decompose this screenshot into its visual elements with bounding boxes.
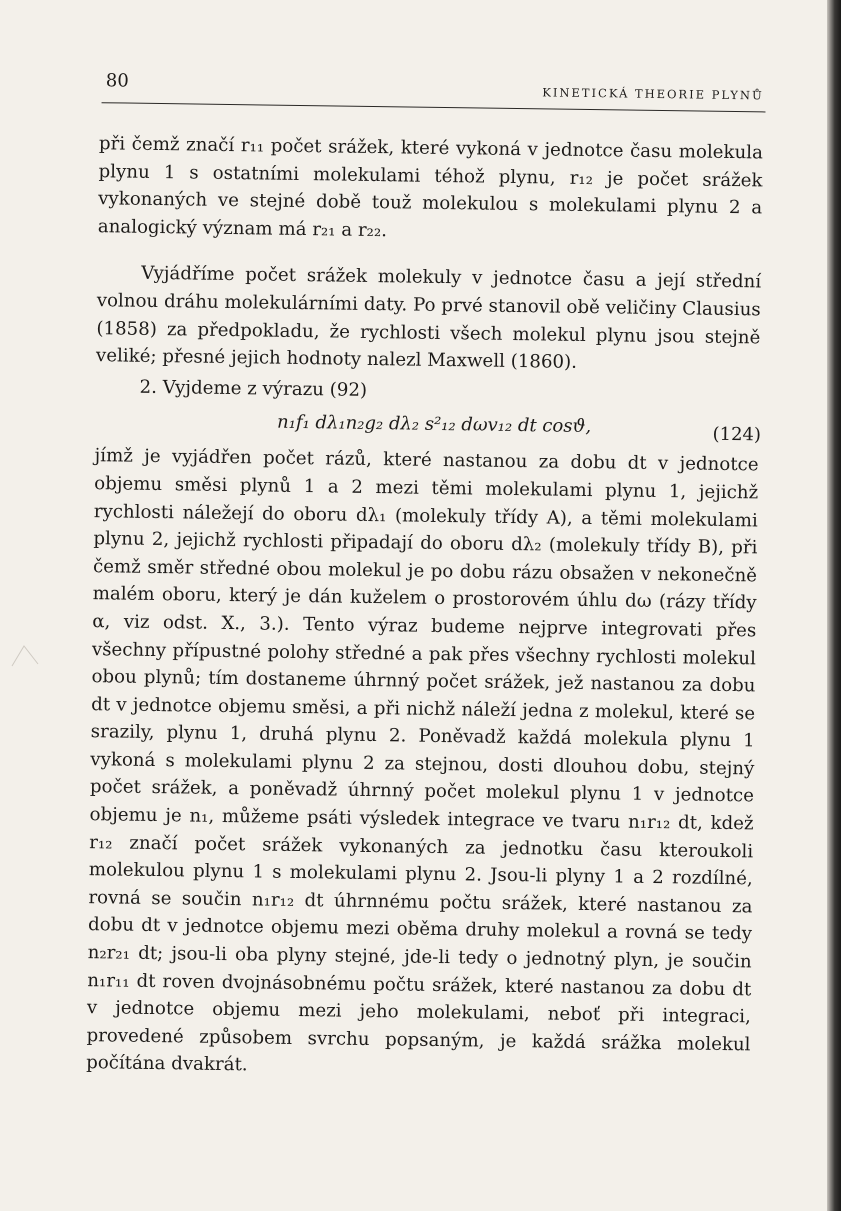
body-text [86,130,763,1086]
book-page [85,70,764,1076]
running-title: KINETICKÁ THEORIE PLYNŮ [542,85,764,103]
header-rule [102,102,766,112]
page-header [88,70,764,109]
equation-number: (124) [712,424,762,446]
bleed-through-mark [8,640,48,670]
paragraph-1: při čemž značí r₁₁ počet srážek, které vykoná v jednotce času molekula plynu 1 s ostatními molekulami téhož plynu, r₁₂ je počet srážek vykonaných ve stejné době touž molekulou s molekulami plynu 2 a analogický význam má r₂₁ a r₂₂. [97,133,764,241]
scan-edge [827,0,841,1211]
equation-formula: n₁f₁ dλ₁n₂g₂ dλ₂ s²₁₂ dωv₁₂ dt cosϑ, [276,412,592,438]
page-number: 80 [105,70,129,92]
paragraph-3: 2. Vyjdeme z výrazu (92) [139,376,368,401]
paragraph-4: jímž je vyjádřen počet rázů, které nastanou za dobu dt v jednotce objemu směsi plynů 1 a 2 mezi těmi molekulami plynu 1, jejichž rychlosti náležejí do oboru dλ₁ (molekuly třídy A), a těmi molekulami plynu 2, jejichž rychlosti připadají do oboru dλ₂ (molekuly třídy B), při čemž směr středné obou molekul je po dobu rázu obsažen v nekonečně malém oboru, který je dán kuželem o prostorovém úhlu dω (rázy třídy α, viz odst. X., 3.). Tento výraz budeme nejprve integrovati přes všechny přípustné polohy středné a pak přes všechny rychlosti molekul obou plynů; tím dostaneme úhrnný počet srážek, jež nastanou za dobu dt v jednotce objemu směsi, a při nichž náleží jedna z molekul, které se srazily, plynu 1, druhá plynu 2. Poněvadž každá molekula plynu 1 vykoná s molekulami plynu 2 za stejnou, dosti dlouhou dobu, stejný počet srážek, a poněvadž úhrnný počet molekul plynu 1 v jednotce objemu je n₁, můžeme psáti výsledek integrace ve tvaru n₁r₁₂ dt, kdež r₁₂ značí počet srážek vykonaných za jednotku času kteroukoli molekulou plynu 1 s molekulami plynu 2. Jsou-li plyny 1 a 2 rozdílné, rovná se součin n₁r₁₂ dt úhrnnému počtu srážek, které nastanou za dobu dt v jednotce objemu mezi oběma druhy molekul a rovná se tedy n₂r₂₁ dt; jsou-li oba plyny stejné, jde-li tedy o jednotný plyn, je součin n₁r₁₁ dt roven dvojnásobnému počtu srážek, které nastanou za dobu dt v jednotce objemu mezi jeho molekulami, neboť při integraci, provedené způsobem svrchu popsaným, je každá srážka molekul počítána dvakrát. [85,445,759,1076]
paragraph-2: Vyjádříme počet srážek molekuly v jednotce času a její střední volnou dráhu molekulárními daty. Po prvé stanovil obě veličiny Clausius (1858) za předpokladu, že rychlosti všech molekul plynu jsou stejně veliké; přesné jejich hodnoty nalezl Maxwell (1860). [95,263,762,374]
